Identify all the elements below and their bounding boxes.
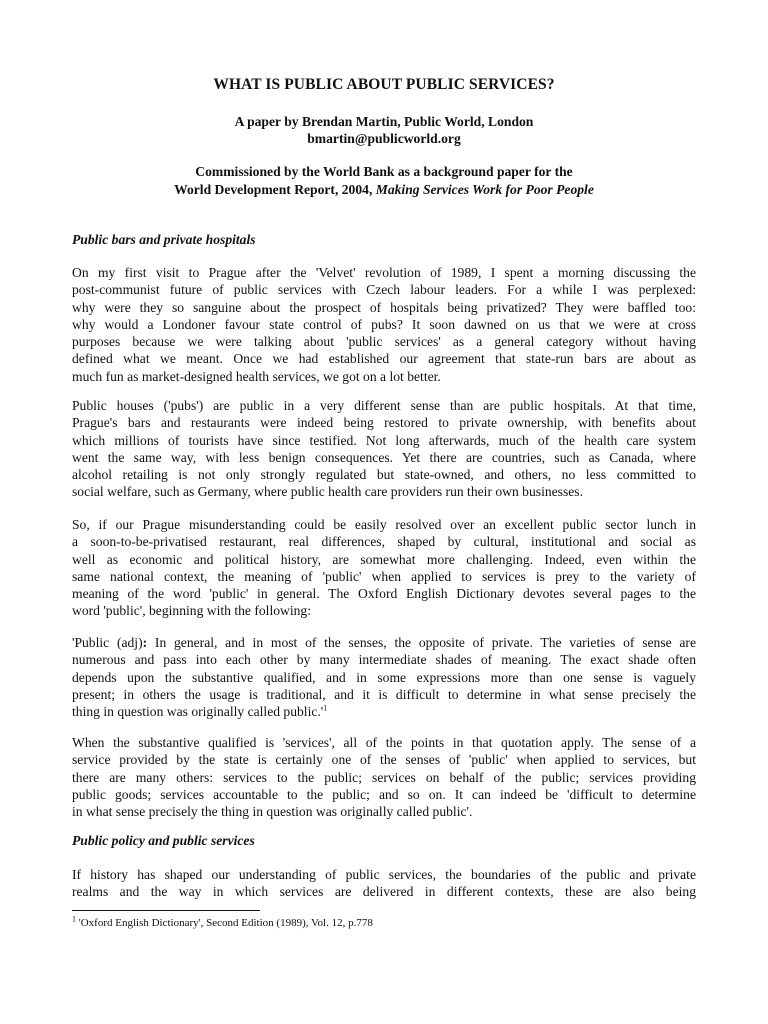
paragraph-line: On my first visit to Prague after the 'Velvet' revolution of 1989, I spent a morning discussing the [72, 265, 696, 280]
paragraph-line: meaning of the word 'public' in general. The Oxford English Dictionary devotes several pages to the [72, 586, 696, 602]
paragraph-line: When the substantive qualified is 'services', all of the points in that quotation apply. The sense of a [72, 735, 696, 750]
footnote-text: 'Oxford English Dictionary', Second Edition (1989), Vol. 12, p.778 [76, 917, 373, 929]
paragraph-line: why would a Londoner favour state control of pubs? It soon dawned on us that we were at cross [72, 316, 696, 332]
paragraph-4-quotation [72, 634, 696, 720]
commission-line-2-prefix: World Development Report, 2004, [174, 182, 376, 197]
paragraph-line: much fun as market-designed health services, we got on a lot better. [72, 368, 441, 384]
byline [72, 113, 696, 147]
author-line: A paper by Brendan Martin, Public World, London [234, 114, 534, 129]
paragraph-line: So, if our Prague misunderstanding could be easily resolved over an excellent public sector lunch in [72, 517, 696, 532]
paragraph-6 [72, 866, 696, 901]
paragraph-line: which millions of tourists have since testified. Not long afterwards, much of the health care system [72, 432, 696, 448]
quote-colon: : [142, 635, 148, 650]
paragraph-line: word 'public', beginning with the following: [72, 603, 311, 619]
commission-line-1: Commissioned by the World Bank as a background paper for the [195, 164, 573, 179]
paragraph-line: there are many others: services to the public; services on behalf of the public; services providing [72, 769, 696, 785]
paragraph-line: why were they so sanguine about the prospect of hospitals being privatized? They were baffled too: [72, 299, 696, 315]
quote-last-line: thing in question was originally called public.' [72, 704, 324, 720]
paragraph-line: If history has shaped our understanding of public services, the boundaries of the public and private [72, 867, 696, 882]
paragraph-line: depends upon the substantive qualified, and in some expressions more than one sense is vaguely [72, 669, 696, 685]
paragraph-line: social welfare, such as Germany, where public health care providers run their own businesses. [72, 484, 583, 500]
paragraph-2 [72, 397, 696, 501]
paragraph-line [72, 634, 696, 651]
paragraph-line: public goods; services accountable to the public; and so on. It can indeed be 'difficult to determine [72, 786, 696, 802]
footnote-number: 1 [72, 914, 76, 924]
section-heading-public-bars: Public bars and private hospitals [72, 232, 256, 247]
paragraph-5 [72, 734, 696, 820]
commission-line-2 [72, 181, 696, 199]
paragraph-line: Prague's bars and restaurants were indeed being restored to private ownership, with benefits about [72, 415, 696, 431]
footnote-reference: 1 [323, 703, 328, 713]
paragraph-line: realms and the way in which services are delivered in different contexts, these are also being [72, 884, 696, 900]
paragraph-line: well as economic and political history, are somewhat more challenging. Indeed, even within the [72, 551, 696, 567]
paragraph-line: service provided by the state is certainly one of the senses of 'public' when applied to services, but [72, 752, 696, 768]
paragraph-line: numerous and pass into each other by many intermediate shades of meaning. The exact shade often [72, 652, 696, 668]
footnote [72, 914, 373, 929]
document-title: WHAT IS PUBLIC ABOUT PUBLIC SERVICES? [213, 76, 555, 93]
paragraph-line: post-communist future of public services with Czech labour leaders. For a while I was perplexed: [72, 282, 696, 298]
author-email: bmartin@publicworld.org [307, 131, 461, 146]
paragraph-line: purposes because we were talking about 'public services' as a general category without having [72, 334, 696, 350]
paragraph-line: alcohol retailing is not only strongly regulated but state-owned, and others, no less committed to [72, 467, 696, 483]
paragraph-line: in what sense precisely the thing in question was originally called public'. [72, 804, 473, 820]
paragraph-1 [72, 264, 696, 385]
quote-term: 'Public (adj) [72, 635, 143, 650]
commission-note [72, 163, 696, 199]
paragraph-line: Public houses ('pubs') are public in a very different sense than are public hospitals. At that time, [72, 398, 696, 413]
paragraph-line [72, 703, 696, 720]
quote-line-rest: In general, and in most of the senses, the opposite of private. The varieties of sense are [147, 635, 696, 650]
paragraph-3 [72, 516, 696, 620]
paragraph-line: same national context, the meaning of 'public' when applied to services is prey to the variety of [72, 568, 696, 584]
section-heading-public-policy: Public policy and public services [72, 833, 255, 848]
footnote-divider [72, 910, 260, 911]
paragraph-line: defined what we meant. Once we had established our agreement that state-run bars are about as [72, 351, 696, 367]
paragraph-line: a soon-to-be-privatised restaurant, real differences, shaped by cultural, institutional and social as [72, 534, 696, 550]
report-title: Making Services Work for Poor People [375, 182, 594, 197]
document-page [72, 0, 696, 1024]
paragraph-line: present; in others the usage is traditional, and it is difficult to determine in what sense precisely the [72, 686, 696, 702]
paragraph-line: went the same way, with less benign consequences. Yet there are countries, such as Canada, where [72, 449, 696, 465]
